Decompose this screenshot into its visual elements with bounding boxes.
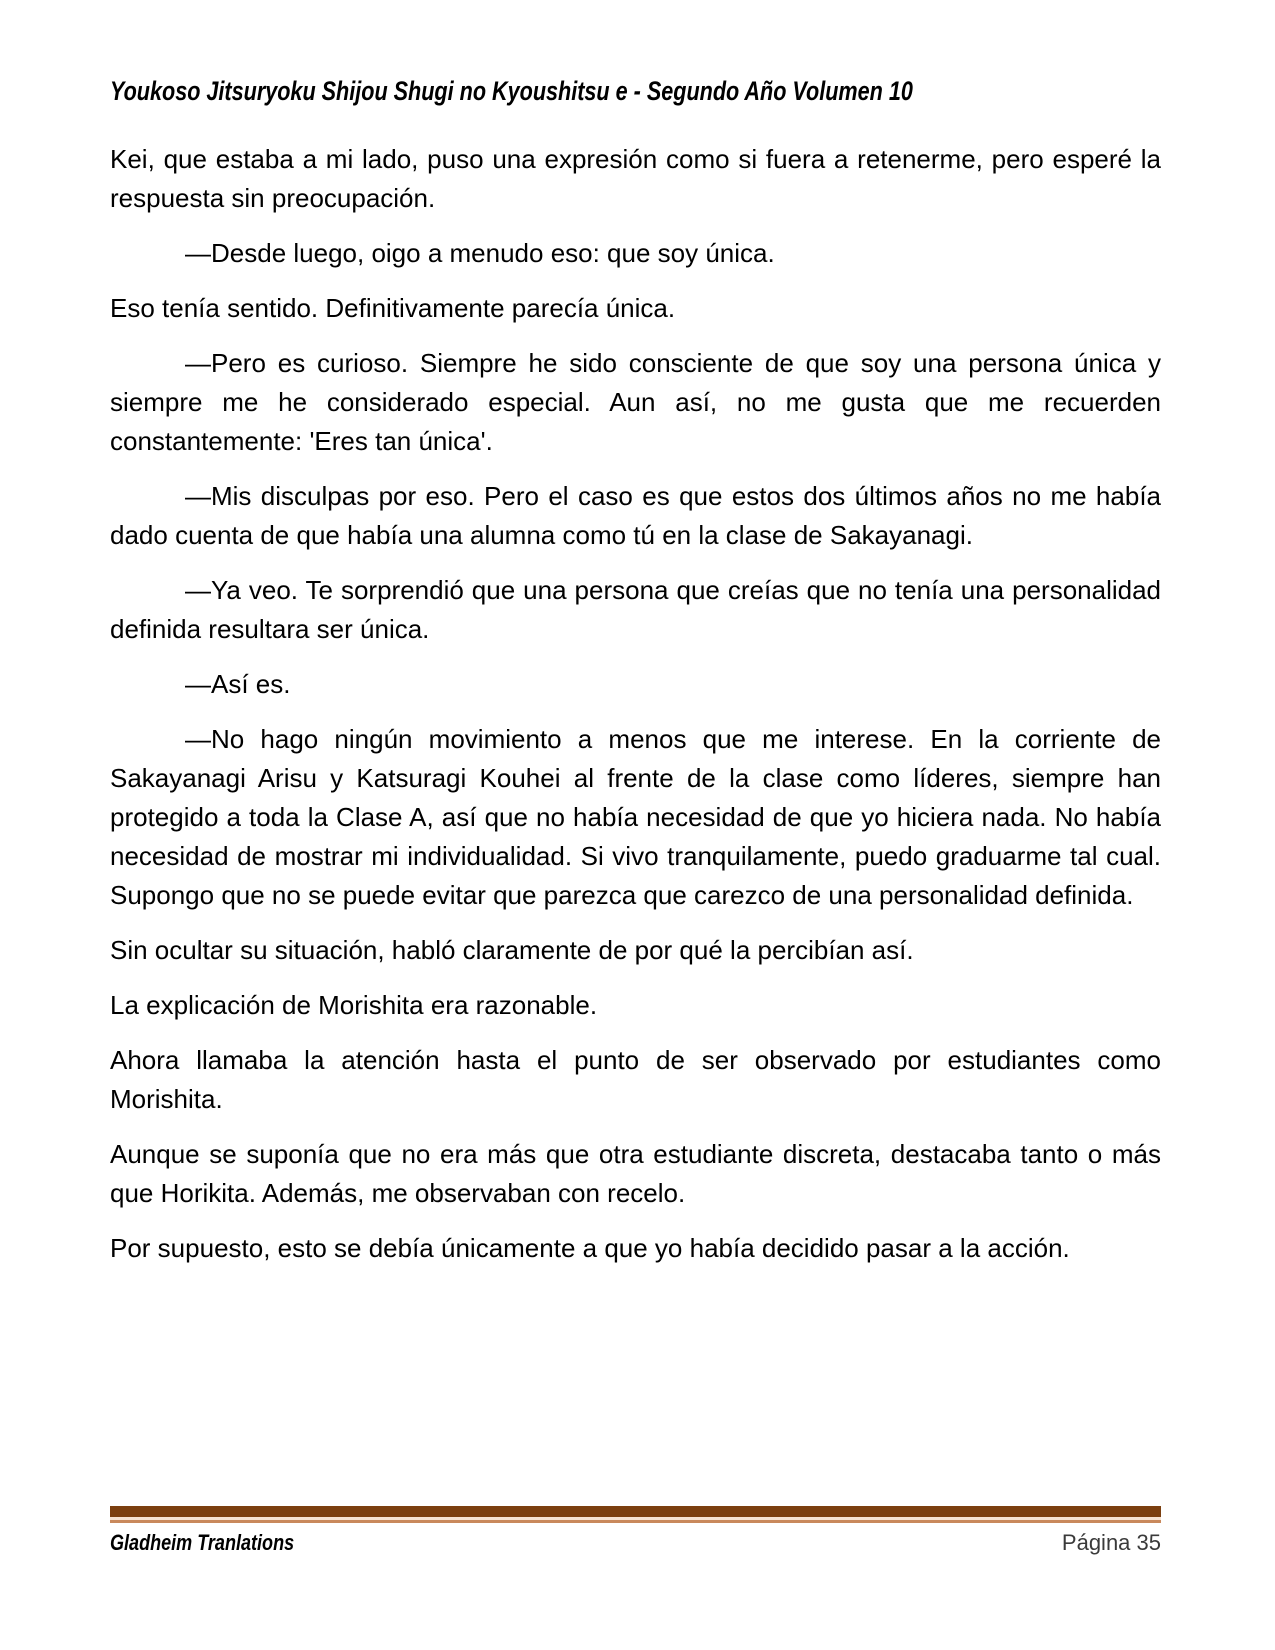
paragraph: Aunque se suponía que no era más que otra estudiante discreta, destacaba tanto o más que Horikita. Además, me observaban con recelo. <box>110 1139 1161 1208</box>
footer-rule-thin <box>110 1520 1161 1523</box>
header-title: Youkoso Jitsuryoku Shijou Shugi no Kyoushitsu e - Segundo Año Volumen 10 <box>110 76 913 106</box>
footer-translator: Gladheim Tranlations <box>110 1530 295 1555</box>
paragraph: Eso tenía sentido. Definitivamente parecía única. <box>110 293 676 323</box>
footer-page-number: Página 35 <box>1061 1530 1161 1555</box>
paragraph: Por supuesto, esto se debía únicamente a que yo había decidido pasar a la acción. <box>110 1233 1070 1263</box>
page-header <box>110 76 1161 107</box>
paragraph: —Mis disculpas por eso. Pero el caso es que estos dos últimos años no me había dado cuenta de que había una alumna como tú en la clase de Sakayanagi. <box>110 481 1161 550</box>
footer-text-row <box>110 1530 1161 1556</box>
paragraph: —Desde luego, oigo a menudo eso: que soy única. <box>185 238 775 268</box>
paragraph: La explicación de Morishita era razonable. <box>110 990 598 1020</box>
page-footer <box>110 1506 1161 1556</box>
paragraph: Kei, que estaba a mi lado, puso una expresión como si fuera a retenerme, pero esperé la respuesta sin preocupación. <box>110 144 1161 213</box>
paragraph: Sin ocultar su situación, habló claramente de por qué la percibían así. <box>110 935 914 965</box>
page-body <box>110 140 1161 1284</box>
paragraph: —Así es. <box>185 669 291 699</box>
paragraph: —Ya veo. Te sorprendió que una persona que creías que no tenía una personalidad definida resultara ser única. <box>110 575 1161 644</box>
paragraph: —Pero es curioso. Siempre he sido consciente de que soy una persona única y siempre me he considerado especial. Aun así, no me gusta que me recuerden constantemente: 'Eres tan única'. <box>110 348 1161 456</box>
paragraph: Ahora llamaba la atención hasta el punto de ser observado por estudiantes como Morishita. <box>110 1045 1161 1114</box>
footer-rule-thick <box>110 1506 1161 1517</box>
paragraph: —No hago ningún movimiento a menos que me interese. En la corriente de Sakayanagi Arisu y Katsuragi Kouhei al frente de la clase como líderes, siempre han protegido a toda la Clase A, así que no había necesidad de que yo hiciera nada. No había necesidad de mostrar mi individualidad. Si vivo tranquilamente, puedo graduarme tal cual. Supongo que no se puede evitar que parezca que carezco de una personalidad definida. <box>110 724 1161 910</box>
